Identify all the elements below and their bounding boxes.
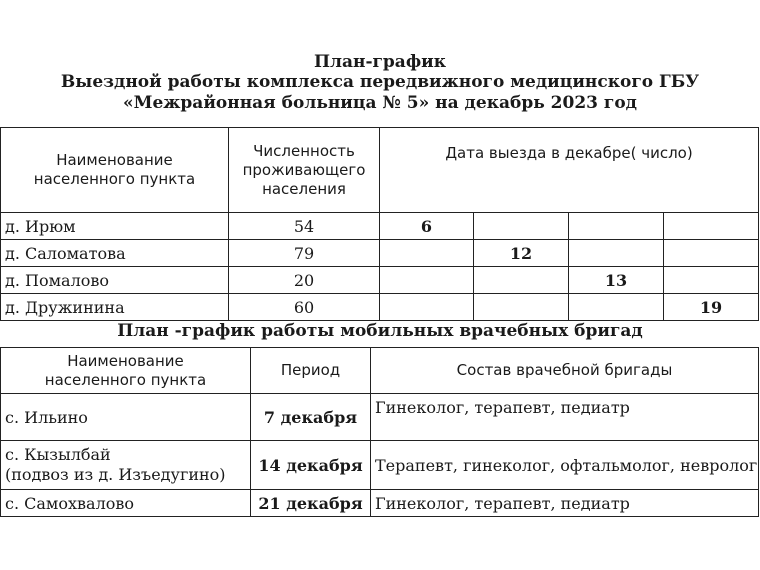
header-settlement-line-2: населенного пункта [44,370,207,389]
settlement-name-line-2: (подвоз из д. Изъедугино) [5,465,226,484]
visit-date-cell [474,213,569,240]
table-row [1,240,759,267]
header-settlement-line-2: населенного пункта [33,170,196,188]
settlement-name: с. Самохвалово [1,490,251,517]
period-value: 21 декабря [251,490,371,517]
visit-date-cell [569,294,664,321]
doc-title-line-3: «Межрайонная больница № 5» на декабрь 2023 год [123,93,637,113]
population-value: 60 [229,294,380,321]
header-population-line-3: населения [262,179,346,198]
settlement-name: с. Ильино [1,394,251,441]
visit-date-cell [474,294,569,321]
settlement-name: д. Ирюм [1,213,229,240]
visit-date-cell [664,267,759,294]
table-row [1,441,759,490]
visit-date-cell [664,213,759,240]
settlement-name: д. Дружинина [1,294,229,321]
table-row [1,294,759,321]
visit-date-cell [380,240,474,267]
visit-schedule-table [0,127,759,321]
header-visit-dates: Дата выезда в декабре( число) [380,128,759,213]
visit-date-cell: 12 [474,240,569,267]
population-value: 54 [229,213,380,240]
visit-date-cell [380,267,474,294]
header-team: Состав врачебной бригады [371,348,759,394]
table-row [1,490,759,517]
table-row [1,213,759,240]
header-period: Период [251,348,371,394]
header-population-line-1: Численность [253,141,355,160]
settlement-name [1,441,251,490]
doc-title-line-1: План-график [313,52,447,72]
header-settlement [1,128,229,213]
period-value: 14 декабря [251,441,371,490]
mobile-teams-title: План -график работы мобильных врачебных бригад [117,321,643,341]
table-row [1,394,759,441]
header-population-line-2: проживающего [242,160,366,179]
visit-date-cell [380,294,474,321]
population-value: 20 [229,267,380,294]
settlement-name-line-1: с. Кызылбай [5,445,111,464]
visit-date-cell [664,240,759,267]
team-composition: Гинеколог, терапевт, педиатр [371,394,759,441]
settlement-name: д. Помалово [1,267,229,294]
team-composition: Терапевт, гинеколог, офтальмолог, невролог [371,441,759,490]
visit-date-cell [569,240,664,267]
team-composition: Гинеколог, терапевт, педиатр [371,490,759,517]
header-settlement-line-1: Наименование [67,351,184,370]
header-settlement [1,348,251,394]
table-row [1,267,759,294]
visit-date-cell: 13 [569,267,664,294]
population-value: 79 [229,240,380,267]
table-header-row [1,128,759,213]
period-value: 7 декабря [251,394,371,441]
visit-date-cell: 19 [664,294,759,321]
visit-date-cell [569,213,664,240]
table-header-row [1,348,759,394]
visit-date-cell: 6 [380,213,474,240]
mobile-teams-table [0,347,759,517]
header-population [229,128,380,213]
doc-title-line-2: Выездной работы комплекса передвижного медицинского ГБУ [60,72,700,92]
header-settlement-line-1: Наименование [56,151,173,169]
settlement-name: д. Саломатова [1,240,229,267]
visit-date-cell [474,267,569,294]
